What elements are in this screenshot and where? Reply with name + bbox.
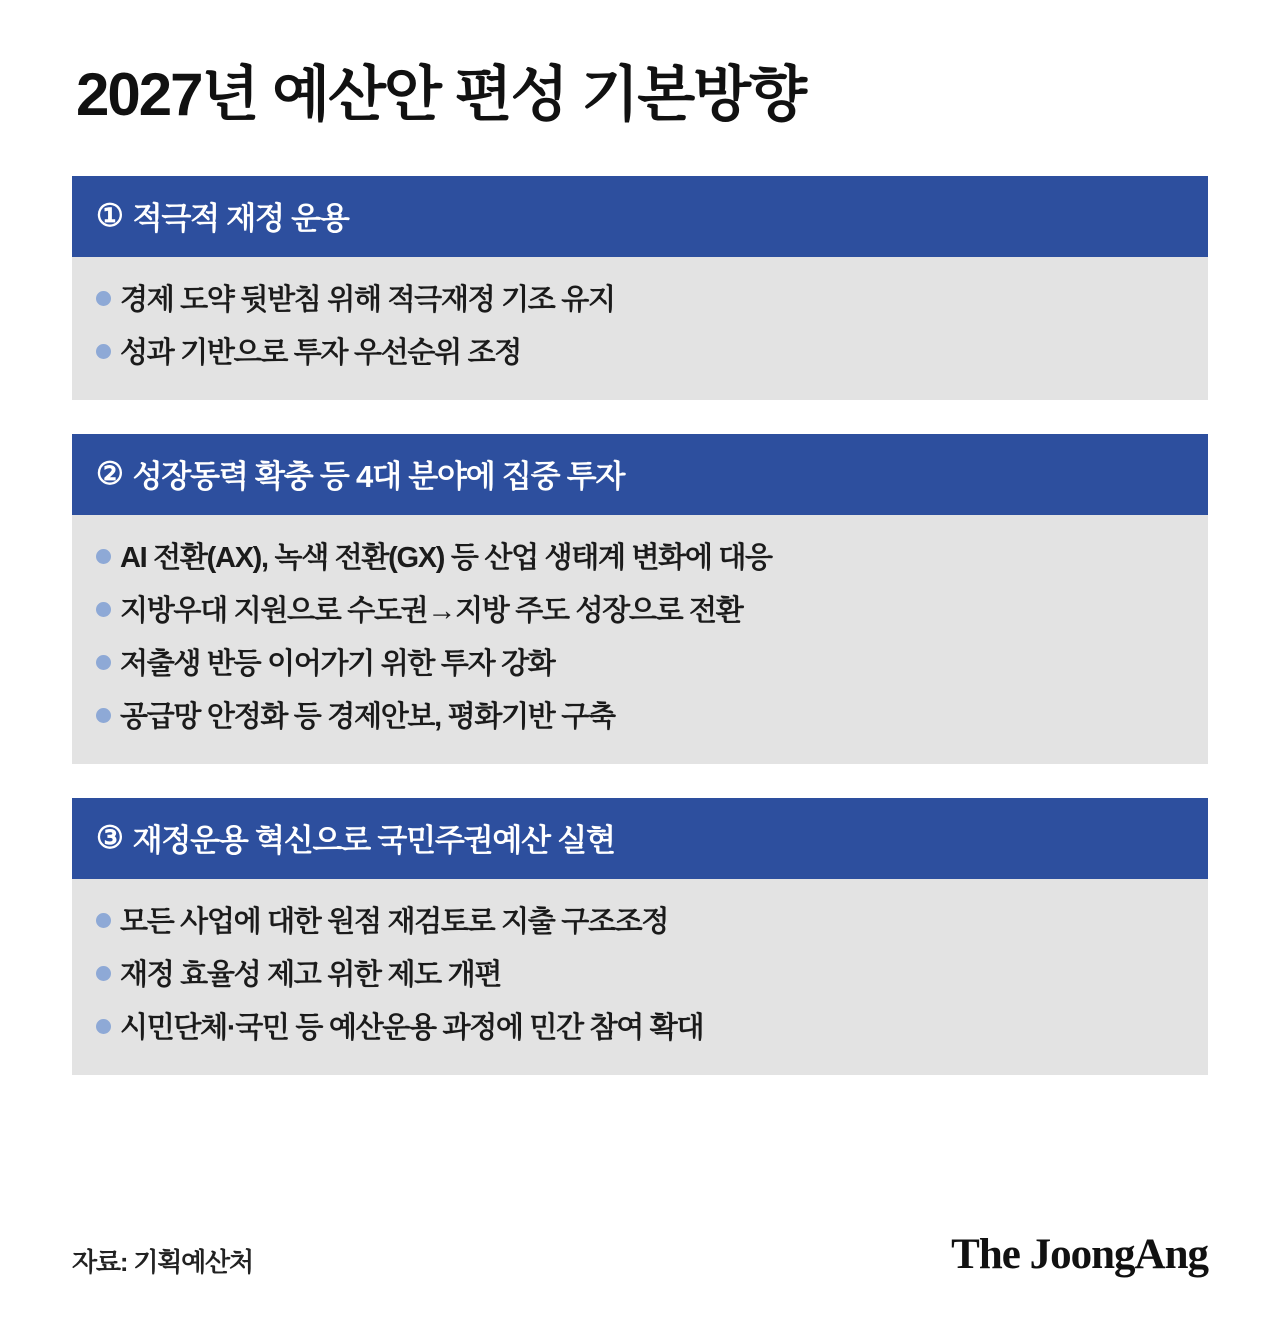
bullet-dot-icon — [96, 708, 111, 723]
page-title: 2027년 예산안 편성 기본방향 — [76, 61, 806, 128]
bullet-dot-icon — [96, 1019, 111, 1034]
bullet-dot-icon — [96, 344, 111, 359]
list-item-text: 저출생 반등 이어가기 위한 투자 강화 — [120, 648, 555, 681]
list-item-text: 성과 기반으로 투자 우선순위 조정 — [120, 337, 522, 370]
publisher-logo: The JoongAng — [951, 1231, 1208, 1278]
section-2 — [72, 434, 1208, 764]
footer — [72, 1230, 1208, 1279]
bullet-dot-icon — [96, 655, 111, 670]
section-2-number: ② — [96, 455, 123, 491]
bullet-dot-icon — [96, 291, 111, 306]
section-1-number: ① — [96, 197, 123, 233]
list-item — [96, 537, 1184, 579]
list-item — [96, 1007, 1184, 1049]
section-3-header — [72, 798, 1208, 879]
section-1-header — [72, 176, 1208, 257]
section-2-heading: 성장동력 확충 등 4대 분야에 집중 투자 — [132, 459, 625, 495]
list-item-text: 경제 도약 뒷받침 위해 적극재정 기조 유지 — [120, 284, 615, 316]
list-item — [96, 590, 1184, 632]
section-3-number: ③ — [96, 819, 123, 855]
list-item — [96, 279, 1184, 321]
bullet-dot-icon — [96, 966, 111, 981]
list-item-text: AI 전환(AX), 녹색 전환(GX) 등 산업 생태계 변화에 대응 — [120, 542, 772, 575]
list-item — [96, 901, 1184, 943]
list-item — [96, 332, 1184, 374]
list-item-text: 시민단체·국민 등 예산운용 과정에 민간 참여 확대 — [120, 1012, 704, 1045]
list-item-text: 지방우대 지원으로 수도권→지방 주도 성장으로 전환 — [120, 595, 743, 628]
list-item — [96, 643, 1184, 685]
list-item-text: 모든 사업에 대한 원점 재검토로 지출 구조조정 — [120, 906, 669, 939]
section-3 — [72, 798, 1208, 1075]
list-item-text: 공급망 안정화 등 경제안보, 평화기반 구축 — [120, 701, 615, 734]
section-3-body — [72, 879, 1208, 1075]
section-3-heading: 재정운용 혁신으로 국민주권예산 실현 — [132, 823, 615, 859]
list-item — [96, 954, 1184, 996]
bullet-dot-icon — [96, 549, 111, 564]
source-note: 자료: 기획예산처 — [72, 1247, 253, 1277]
list-item — [96, 696, 1184, 738]
section-1-body — [72, 257, 1208, 400]
bullet-dot-icon — [96, 913, 111, 928]
section-1 — [72, 176, 1208, 400]
section-1-heading: 적극적 재정 운용 — [132, 201, 349, 236]
section-2-header — [72, 434, 1208, 515]
bullet-dot-icon — [96, 602, 111, 617]
list-item-text: 재정 효율성 제고 위한 제도 개편 — [120, 959, 502, 992]
section-2-body — [72, 515, 1208, 764]
